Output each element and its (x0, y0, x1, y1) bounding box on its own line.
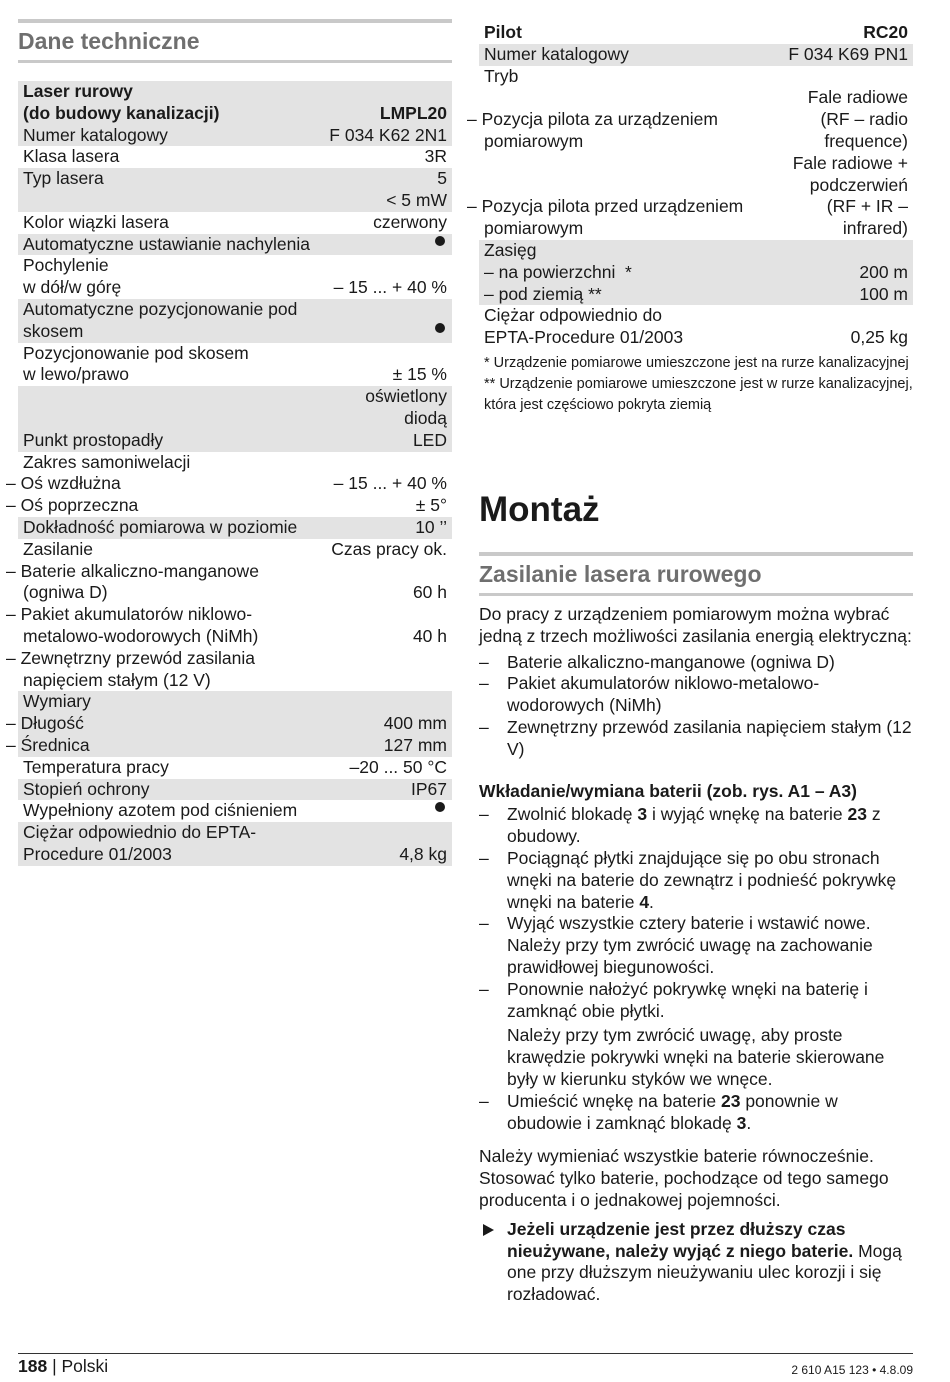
row-value: – 15 ... + 40 % (333, 277, 447, 298)
row-label: Wymiary (18, 691, 452, 713)
step-reference-number: 23 (720, 1090, 741, 1111)
filled-dot-icon (435, 236, 445, 246)
table-row (18, 517, 452, 539)
page-number: 188 (18, 1356, 48, 1376)
table-row (479, 44, 913, 66)
row-sub-label: – Pakiet akumulatorów niklowo-metalowo-wodorowych (NiMh) (6, 604, 259, 646)
row-label: Tryb (484, 65, 519, 86)
row-label: Zasięg (479, 240, 913, 262)
step-text (507, 804, 913, 848)
table-row (18, 168, 452, 190)
step-text-part: i wyjąć wnękę na baterie (647, 804, 848, 825)
step-text-part: Wyjąć wszystkie cztery baterie i wstawić nowe. Należy przy tym zwrócić uwagę na zachowanie prawidłowej biegunowości. (507, 913, 873, 977)
table-row (18, 125, 452, 147)
step-text-part: . (649, 891, 654, 912)
warning-block (479, 1219, 913, 1306)
step-text-part: z obudowy. (507, 804, 881, 847)
chapter-title: Montaż (479, 490, 600, 529)
row-value: < 5 mW (321, 190, 452, 212)
footnote-1: * Urządzenie pomiarowe umieszczone jest na rurze kanalizacyjnej (484, 354, 909, 371)
warning-bold-text: Jeżeli urządzenie jest przez dłuższy czas nieużywane, należy wyjąć z niego baterie. (507, 1218, 854, 1261)
row-label: Dokładność pomiarowa w poziomie (18, 517, 321, 539)
table-row (18, 648, 452, 692)
spec-header-model: LMPL20 (321, 81, 452, 125)
step-text-part: ponownie w obudowie i zamknąć blokadę (507, 1090, 838, 1133)
row-value: –20 ... 50 °C (349, 756, 447, 777)
power-section-body (479, 604, 913, 1306)
table-row (18, 691, 452, 713)
spec-header-name: Laser rurowy (do budowy kanalizacji) (18, 81, 321, 125)
table-row (18, 343, 452, 387)
pilot-header-row (479, 22, 913, 44)
table-row (479, 153, 913, 240)
battery-subheading: Wkładanie/wymiana baterii (zob. rys. A1 – A3) (479, 780, 857, 801)
table-row (18, 386, 452, 451)
row-sub-value: 60 h (412, 582, 447, 603)
row-sub-value: – 15 ... + 40 % (333, 473, 447, 494)
row-value: 200 m (753, 262, 913, 284)
table-row (18, 822, 452, 866)
table-row (18, 452, 452, 474)
footnote-2: ** Urządzenie pomiarowe umieszczone jest w rurze kanalizacyjnej, która jest częściowo pokryta ziemią (484, 375, 913, 413)
page-footer (18, 1353, 913, 1377)
table-row (18, 539, 452, 561)
table-row (18, 146, 452, 168)
step-text-part: . (746, 1112, 752, 1133)
table-row (18, 713, 452, 735)
table-row (479, 66, 913, 88)
row-label: – pod ziemią ** (479, 284, 753, 306)
row-sub-label: – Oś wzdłużna (6, 473, 121, 494)
table-row (18, 735, 452, 757)
row-label: – Pozycja pilota za urządzeniem pomiarowym (467, 109, 718, 151)
row-value: 4,8 kg (321, 822, 452, 866)
section-title-power: Zasilanie lasera rurowego (479, 552, 913, 596)
step-text-part: Pociągnąć płytki znajdujące się po obu stronach wnęki na baterie do zewnątrz i podnieść pokrywkę wnęki na baterie (507, 847, 897, 912)
step-reference-number: 23 (847, 804, 867, 825)
intro-paragraph: Do pracy z urządzeniem pomiarowym można wybrać jedną z trzech możliwości zasilania energią elektryczną: (479, 604, 912, 646)
row-value: Fale radiowe (RF – radio frequence) (807, 87, 908, 151)
power-options-list (479, 652, 913, 761)
footer-doc-code: 2 610 A15 123 • 4.8.09 (791, 1363, 913, 1377)
list-item (479, 913, 913, 978)
list-item: – Baterie alkaliczno-manganowe (ogniwa D) (479, 652, 913, 674)
battery-steps-list (479, 804, 913, 1134)
row-sub-value (321, 648, 452, 692)
list-item (479, 804, 913, 848)
row-value (321, 299, 452, 343)
step-reference-number: 3 (736, 1112, 747, 1133)
list-item: – Zewnętrzny przewód zasilania napięciem stałym (12 V) (479, 717, 913, 761)
step-text (507, 1091, 913, 1135)
row-label: Automatyczne pozycjonowanie pod skosem (18, 299, 321, 343)
list-item (479, 979, 913, 1091)
row-value: F 034 K62 2N1 (321, 125, 452, 147)
spec-table-remote (467, 22, 913, 349)
row-label: Zakres samoniwelacji (23, 451, 191, 472)
left-column (6, 0, 452, 866)
table-row (479, 284, 913, 306)
row-value: 5 (321, 168, 452, 190)
row-label: Automatyczne ustawianie nachylenia (18, 234, 321, 256)
warning-triangle-icon (483, 1224, 494, 1236)
list-item (479, 848, 913, 913)
table-row (18, 212, 452, 234)
warning-text: Mogą one przy dłuższym nieużywaniu ulec korozji i się rozładować. (507, 1240, 902, 1305)
list-item: – Pakiet akumulatorów niklowo-metalowo-wodorowych (NiMh) (479, 673, 913, 717)
table-row (18, 299, 452, 343)
section-title-technical-data: Dane techniczne (18, 19, 452, 63)
row-label: Zasilanie (23, 538, 94, 559)
right-column (467, 0, 913, 1305)
list-item (479, 1091, 913, 1135)
row-label: Ciężar odpowiednio do EPTA-Procedure 01/2003 (484, 305, 684, 348)
table-row (18, 757, 452, 779)
table-row (18, 190, 452, 212)
row-sub-label: – Zewnętrzny przewód zasilania napięciem stałym (12 V) (6, 647, 256, 690)
row-label: Numer katalogowy (479, 44, 753, 66)
row-label: Punkt prostopadły (18, 386, 321, 451)
step-extra-text: Należy przy tym zwrócić uwagę, aby proste krawędzie pokrywki wnęki na baterie skierowane były w kierunku styków we wnęce. (507, 1025, 885, 1089)
row-value: czerwony (373, 211, 447, 232)
row-value: 100 m (753, 284, 913, 306)
table-row (479, 262, 913, 284)
row-value: Fale radiowe + podczerwień (RF + IR – infrared) (792, 152, 908, 239)
spec-header-row (18, 81, 452, 125)
row-value: Czas pracy ok. (331, 538, 447, 559)
row-sub-value: ± 5° (415, 495, 447, 516)
row-label: Klasa lasera (23, 146, 120, 167)
table-row (18, 473, 452, 495)
pilot-label: Pilot (484, 22, 522, 42)
step-text (507, 848, 913, 913)
row-label: Ciężar odpowiednio do EPTA-Procedure 01/2003 (18, 822, 321, 866)
table-row (18, 234, 452, 256)
step-text (507, 913, 913, 978)
table-row (18, 495, 452, 517)
row-value: 0,25 kg (850, 327, 908, 348)
row-sub-value: 127 mm (321, 735, 452, 757)
footer-page-info: 188 | Polski (18, 1356, 109, 1376)
pilot-model: RC20 (863, 22, 908, 42)
step-text (507, 979, 913, 1023)
row-label: – na powierzchni * (479, 262, 753, 284)
row-sub-label: – Oś poprzeczna (6, 495, 139, 516)
battery-note: Należy wymieniać wszystkie baterie równocześnie. Stosować tylko baterie, pochodzące od tego samego producenta i o jednakowej pojemności. (479, 1146, 889, 1210)
row-label: Pochylenie w dół/w górę (23, 255, 122, 298)
step-reference-number: 3 (637, 804, 648, 825)
step-text-part: Umieścić wnękę na baterie (507, 1090, 721, 1111)
table-row (18, 779, 452, 801)
table-row (479, 87, 913, 152)
row-value: 10 ’’ (321, 517, 452, 539)
row-label: Numer katalogowy (18, 125, 321, 147)
row-value (321, 800, 452, 822)
row-value: F 034 K69 PN1 (753, 44, 913, 66)
table-row (18, 561, 452, 605)
table-row (18, 255, 452, 299)
row-label: Kolor wiązki lasera (23, 211, 169, 232)
row-label: Wypełniony azotem pod ciśnieniem (23, 800, 298, 821)
row-label: Pozycjonowanie pod skosem w lewo/prawo (23, 342, 249, 385)
row-value (321, 234, 452, 256)
row-label: Temperatura pracy (23, 756, 169, 777)
row-value: IP67 (321, 779, 452, 801)
step-text-part: Ponownie nałożyć pokrywkę wnęki na baterię i zamknąć obie płytki. (507, 978, 868, 1021)
row-sub-label: – Długość (18, 713, 321, 735)
filled-dot-icon (435, 802, 445, 812)
spec-table-laser (6, 81, 452, 866)
row-sub-label: – Baterie alkaliczno-manganowe (ogniwa D) (6, 560, 259, 603)
table-row (18, 800, 452, 822)
row-value: ± 15 % (392, 364, 447, 385)
row-label: Typ lasera (18, 168, 321, 190)
row-sub-value: 400 mm (321, 713, 452, 735)
row-label: Stopień ochrony (18, 779, 321, 801)
spec-rows (6, 124, 452, 866)
table-row (18, 604, 452, 648)
filled-dot-icon (435, 323, 445, 333)
row-sub-label: – Średnica (18, 735, 321, 757)
step-reference-number: 4 (639, 891, 650, 912)
row-value: oświetlony diodą LED (321, 386, 452, 451)
table-row (479, 305, 913, 349)
row-sub-value: 40 h (412, 625, 447, 646)
row-label (18, 190, 321, 212)
step-text-part: Zwolnić blokadę (507, 804, 638, 825)
row-value: 3R (424, 146, 447, 167)
footer-language: Polski (61, 1356, 109, 1376)
row-label: – Pozycja pilota przed urządzeniem pomiarowym (467, 196, 744, 239)
table-row (479, 240, 913, 262)
